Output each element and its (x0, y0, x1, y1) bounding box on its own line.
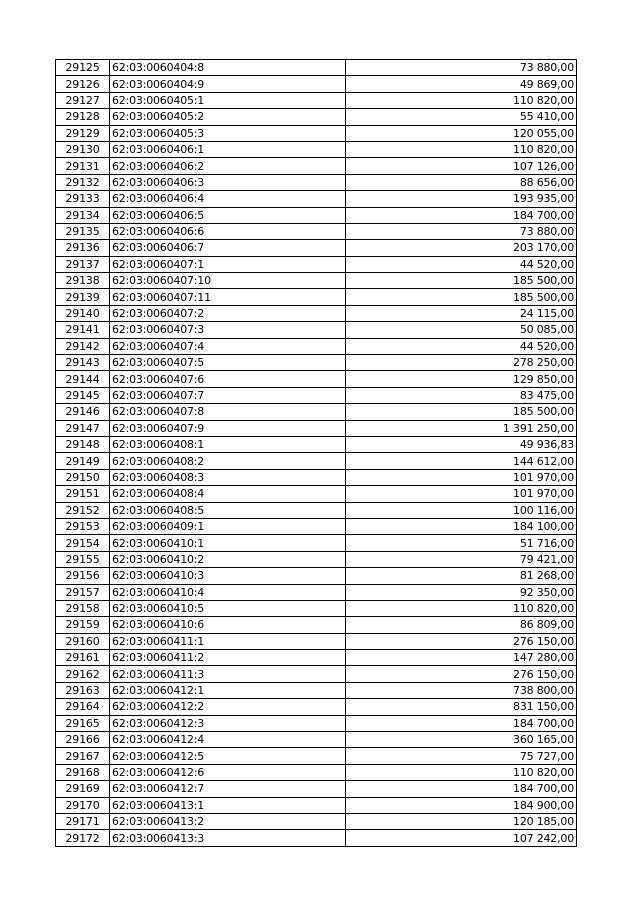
cadastral-number-cell: 62:03:0060412:1 (110, 682, 346, 698)
cadastral-value-cell: 147 280,00 (346, 650, 577, 666)
row-number-cell: 29169 (56, 781, 110, 797)
cadastral-value-cell: 107 242,00 (346, 830, 577, 846)
cadastral-number-cell: 62:03:0060413:3 (110, 830, 346, 846)
table-row (56, 174, 577, 190)
cadastral-number-cell: 62:03:0060408:3 (110, 469, 346, 485)
row-number-cell: 29158 (56, 600, 110, 616)
row-number-cell: 29137 (56, 256, 110, 272)
row-number-cell: 29128 (56, 109, 110, 125)
cadastral-number-cell: 62:03:0060408:2 (110, 453, 346, 469)
cadastral-number-cell: 62:03:0060405:2 (110, 109, 346, 125)
cadastral-number-cell: 62:03:0060406:1 (110, 141, 346, 157)
cadastral-value-cell: 1 391 250,00 (346, 420, 577, 436)
cadastral-number-cell: 62:03:0060407:5 (110, 355, 346, 371)
row-number-cell: 29127 (56, 92, 110, 108)
cadastral-number-cell: 62:03:0060410:5 (110, 600, 346, 616)
cadastral-number-cell: 62:03:0060406:5 (110, 207, 346, 223)
table-row (56, 666, 577, 682)
cadastral-value-cell: 73 880,00 (346, 223, 577, 239)
table-row (56, 600, 577, 616)
row-number-cell: 29140 (56, 305, 110, 321)
row-number-cell: 29146 (56, 404, 110, 420)
cadastral-value-cell: 184 700,00 (346, 715, 577, 731)
table-row (56, 404, 577, 420)
table-row (56, 650, 577, 666)
cadastral-number-cell: 62:03:0060412:7 (110, 781, 346, 797)
cadastral-number-cell: 62:03:0060407:9 (110, 420, 346, 436)
table-row (56, 371, 577, 387)
row-number-cell: 29156 (56, 568, 110, 584)
cadastral-number-cell: 62:03:0060413:2 (110, 813, 346, 829)
row-number-cell: 29171 (56, 813, 110, 829)
cadastral-value-cell: 184 700,00 (346, 781, 577, 797)
table-row (56, 338, 577, 354)
table-row (56, 584, 577, 600)
cadastral-number-cell: 62:03:0060404:9 (110, 76, 346, 92)
cadastral-number-cell: 62:03:0060407:11 (110, 289, 346, 305)
cadastral-number-cell: 62:03:0060407:10 (110, 273, 346, 289)
cadastral-value-cell: 50 085,00 (346, 322, 577, 338)
row-number-cell: 29157 (56, 584, 110, 600)
cadastral-value-cell: 129 850,00 (346, 371, 577, 387)
row-number-cell: 29149 (56, 453, 110, 469)
row-number-cell: 29172 (56, 830, 110, 846)
row-number-cell: 29139 (56, 289, 110, 305)
cadastral-value-cell: 44 520,00 (346, 338, 577, 354)
row-number-cell: 29167 (56, 748, 110, 764)
row-number-cell: 29142 (56, 338, 110, 354)
cadastral-value-cell: 49 936,83 (346, 436, 577, 452)
cadastral-value-cell: 184 700,00 (346, 207, 577, 223)
row-number-cell: 29163 (56, 682, 110, 698)
cadastral-number-cell: 62:03:0060410:3 (110, 568, 346, 584)
table-row (56, 223, 577, 239)
table-row (56, 453, 577, 469)
row-number-cell: 29145 (56, 387, 110, 403)
cadastral-number-cell: 62:03:0060407:3 (110, 322, 346, 338)
cadastral-number-cell: 62:03:0060408:1 (110, 436, 346, 452)
cadastral-value-cell: 24 115,00 (346, 305, 577, 321)
table-row (56, 568, 577, 584)
row-number-cell: 29134 (56, 207, 110, 223)
table-row (56, 732, 577, 748)
table-row (56, 764, 577, 780)
table-row (56, 469, 577, 485)
cadastral-number-cell: 62:03:0060407:4 (110, 338, 346, 354)
cadastral-number-cell: 62:03:0060407:1 (110, 256, 346, 272)
table-row (56, 715, 577, 731)
row-number-cell: 29160 (56, 633, 110, 649)
row-number-cell: 29143 (56, 355, 110, 371)
cadastral-number-cell: 62:03:0060405:3 (110, 125, 346, 141)
cadastral-value-cell: 831 150,00 (346, 699, 577, 715)
cadastral-value-cell: 110 820,00 (346, 600, 577, 616)
cadastral-value-cell: 49 869,00 (346, 76, 577, 92)
cadastral-value-cell: 110 820,00 (346, 92, 577, 108)
table-row (56, 125, 577, 141)
table-row (56, 781, 577, 797)
cadastral-number-cell: 62:03:0060407:8 (110, 404, 346, 420)
row-number-cell: 29155 (56, 551, 110, 567)
cadastral-number-cell: 62:03:0060406:4 (110, 191, 346, 207)
cadastral-number-cell: 62:03:0060406:2 (110, 158, 346, 174)
cadastral-value-cell: 101 970,00 (346, 469, 577, 485)
table-row (56, 633, 577, 649)
cadastral-value-cell: 110 820,00 (346, 141, 577, 157)
row-number-cell: 29132 (56, 174, 110, 190)
table-row (56, 535, 577, 551)
row-number-cell: 29151 (56, 486, 110, 502)
table-body (56, 60, 577, 847)
cadastral-value-cell: 278 250,00 (346, 355, 577, 371)
cadastral-number-cell: 62:03:0060410:6 (110, 617, 346, 633)
row-number-cell: 29131 (56, 158, 110, 174)
row-number-cell: 29148 (56, 436, 110, 452)
cadastral-number-cell: 62:03:0060409:1 (110, 518, 346, 534)
cadastral-value-cell: 44 520,00 (346, 256, 577, 272)
row-number-cell: 29164 (56, 699, 110, 715)
table-row (56, 76, 577, 92)
cadastral-number-cell: 62:03:0060408:5 (110, 502, 346, 518)
table-row (56, 699, 577, 715)
cadastral-value-cell: 55 410,00 (346, 109, 577, 125)
table-row (56, 273, 577, 289)
cadastral-value-cell: 276 150,00 (346, 633, 577, 649)
table-row (56, 748, 577, 764)
cadastral-number-cell: 62:03:0060412:4 (110, 732, 346, 748)
cadastral-value-cell: 83 475,00 (346, 387, 577, 403)
cadastral-number-cell: 62:03:0060407:7 (110, 387, 346, 403)
cadastral-number-cell: 62:03:0060406:3 (110, 174, 346, 190)
cadastral-value-cell: 110 820,00 (346, 764, 577, 780)
row-number-cell: 29136 (56, 240, 110, 256)
table-row (56, 158, 577, 174)
cadastral-value-cell: 185 500,00 (346, 273, 577, 289)
row-number-cell: 29159 (56, 617, 110, 633)
cadastral-value-cell: 79 421,00 (346, 551, 577, 567)
table-row (56, 355, 577, 371)
cadastral-value-cell: 81 268,00 (346, 568, 577, 584)
table-row (56, 141, 577, 157)
table-row (56, 617, 577, 633)
cadastral-number-cell: 62:03:0060412:2 (110, 699, 346, 715)
row-number-cell: 29125 (56, 60, 110, 76)
row-number-cell: 29166 (56, 732, 110, 748)
row-number-cell: 29138 (56, 273, 110, 289)
cadastral-value-cell: 73 880,00 (346, 60, 577, 76)
table-row (56, 551, 577, 567)
cadastral-number-cell: 62:03:0060412:3 (110, 715, 346, 731)
table-row (56, 830, 577, 846)
table-row (56, 92, 577, 108)
table-row (56, 191, 577, 207)
row-number-cell: 29168 (56, 764, 110, 780)
cadastral-number-cell: 62:03:0060412:6 (110, 764, 346, 780)
cadastral-value-cell: 101 970,00 (346, 486, 577, 502)
table-row (56, 436, 577, 452)
cadastral-number-cell: 62:03:0060408:4 (110, 486, 346, 502)
cadastral-value-cell: 88 656,00 (346, 174, 577, 190)
cadastral-value-cell: 107 126,00 (346, 158, 577, 174)
cadastral-value-cell: 86 809,00 (346, 617, 577, 633)
cadastral-number-cell: 62:03:0060410:4 (110, 584, 346, 600)
table-row (56, 322, 577, 338)
cadastral-value-cell: 276 150,00 (346, 666, 577, 682)
cadastral-number-cell: 62:03:0060407:6 (110, 371, 346, 387)
cadastral-value-table (55, 59, 577, 847)
row-number-cell: 29130 (56, 141, 110, 157)
cadastral-number-cell: 62:03:0060406:6 (110, 223, 346, 239)
cadastral-value-cell: 185 500,00 (346, 289, 577, 305)
row-number-cell: 29162 (56, 666, 110, 682)
row-number-cell: 29161 (56, 650, 110, 666)
row-number-cell: 29150 (56, 469, 110, 485)
cadastral-number-cell: 62:03:0060407:2 (110, 305, 346, 321)
cadastral-value-cell: 185 500,00 (346, 404, 577, 420)
table-row (56, 420, 577, 436)
cadastral-number-cell: 62:03:0060410:1 (110, 535, 346, 551)
table-row (56, 387, 577, 403)
cadastral-value-cell: 120 055,00 (346, 125, 577, 141)
cadastral-value-cell: 193 935,00 (346, 191, 577, 207)
cadastral-value-cell: 203 170,00 (346, 240, 577, 256)
cadastral-value-cell: 100 116,00 (346, 502, 577, 518)
cadastral-value-cell: 120 185,00 (346, 813, 577, 829)
row-number-cell: 29141 (56, 322, 110, 338)
table-row (56, 682, 577, 698)
cadastral-number-cell: 62:03:0060411:1 (110, 633, 346, 649)
table-row (56, 207, 577, 223)
row-number-cell: 29126 (56, 76, 110, 92)
table-row (56, 797, 577, 813)
cadastral-value-cell: 92 350,00 (346, 584, 577, 600)
cadastral-value-cell: 75 727,00 (346, 748, 577, 764)
cadastral-number-cell: 62:03:0060412:5 (110, 748, 346, 764)
row-number-cell: 29165 (56, 715, 110, 731)
row-number-cell: 29129 (56, 125, 110, 141)
row-number-cell: 29152 (56, 502, 110, 518)
cadastral-value-cell: 51 716,00 (346, 535, 577, 551)
table-row (56, 305, 577, 321)
cadastral-number-cell: 62:03:0060411:2 (110, 650, 346, 666)
table-row (56, 60, 577, 76)
table-row (56, 109, 577, 125)
table-row (56, 240, 577, 256)
row-number-cell: 29133 (56, 191, 110, 207)
table-row (56, 289, 577, 305)
table-row (56, 256, 577, 272)
row-number-cell: 29147 (56, 420, 110, 436)
row-number-cell: 29135 (56, 223, 110, 239)
cadastral-value-cell: 738 800,00 (346, 682, 577, 698)
row-number-cell: 29170 (56, 797, 110, 813)
table-row (56, 518, 577, 534)
row-number-cell: 29144 (56, 371, 110, 387)
cadastral-number-cell: 62:03:0060410:2 (110, 551, 346, 567)
table-row (56, 502, 577, 518)
cadastral-number-cell: 62:03:0060411:3 (110, 666, 346, 682)
table-row (56, 486, 577, 502)
row-number-cell: 29153 (56, 518, 110, 534)
cadastral-number-cell: 62:03:0060405:1 (110, 92, 346, 108)
cadastral-value-cell: 184 900,00 (346, 797, 577, 813)
cadastral-value-cell: 184 100,00 (346, 518, 577, 534)
cadastral-value-cell: 144 612,00 (346, 453, 577, 469)
table-row (56, 813, 577, 829)
cadastral-number-cell: 62:03:0060406:7 (110, 240, 346, 256)
cadastral-number-cell: 62:03:0060404:8 (110, 60, 346, 76)
row-number-cell: 29154 (56, 535, 110, 551)
cadastral-number-cell: 62:03:0060413:1 (110, 797, 346, 813)
cadastral-value-cell: 360 165,00 (346, 732, 577, 748)
